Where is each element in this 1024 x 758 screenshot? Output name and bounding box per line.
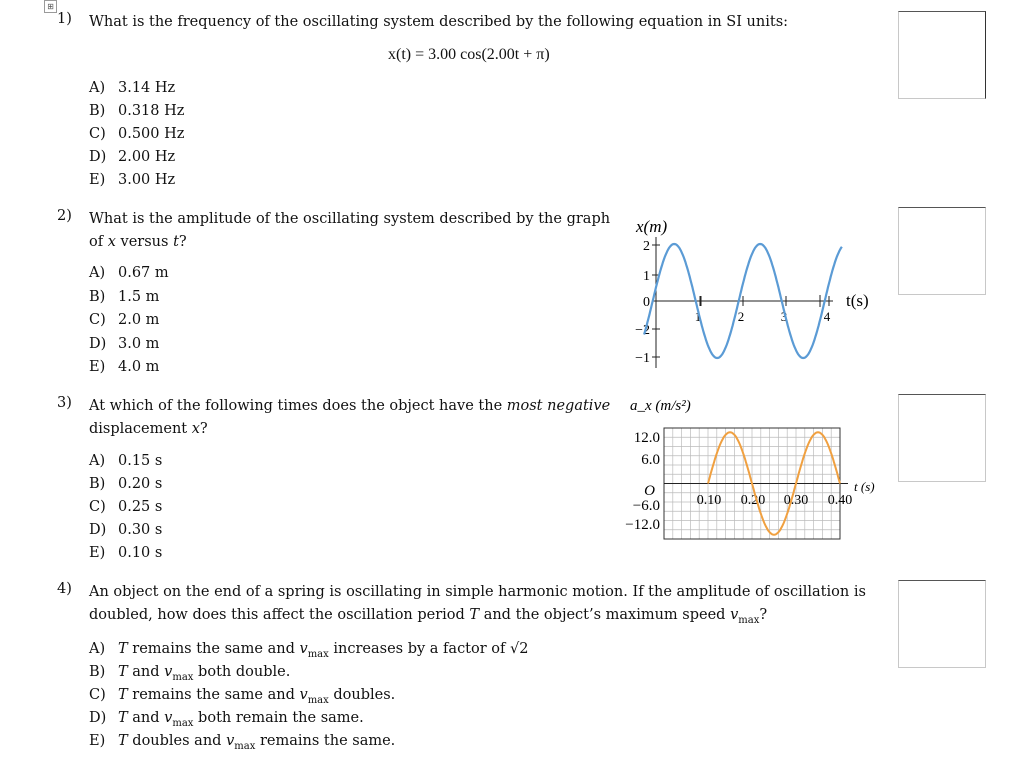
chart2-y-tick-label: 6.0 [641,452,660,468]
question-2-text-line1: What is the amplitude of the oscillating system described by the graph [89,211,611,227]
choice-text: 0.25 s [118,499,163,515]
chart-x-vs-t [600,205,900,375]
chart2-x-tick-label: 0.10 [696,493,722,508]
chart1-y-tick-label: 0 [643,295,650,310]
choice-text: 3.0 m [118,335,160,352]
q3-text-post: ? [199,421,208,437]
q3-text-line2: displacement [89,421,192,437]
q4-text-mid: and the object’s maximum speed [479,607,731,623]
answer-box-1[interactable] [898,11,986,99]
choice-letter: A) [89,453,106,469]
choice-text-part: doubles and [127,733,227,749]
q4-choice-a[interactable] [89,638,528,661]
chart2-x-tick-label: 0.30 [783,493,809,508]
q4-text-pre: doubled, how does this affect the oscillation period [89,607,470,623]
choice-text-part: T [118,687,128,703]
choice-letter: D) [89,149,107,165]
chart1-x-tick-label: 3 [780,309,788,324]
answer-box-4[interactable] [898,580,986,668]
chart1-x-tick-label: 1 [694,309,702,324]
choice-text-part: v [299,687,308,703]
q4-choice-d[interactable] [89,707,364,730]
q2-choice-a[interactable] [89,262,169,285]
chart2-xlabel: t (s) [854,479,875,494]
chart1-y-tick-label: 2 [643,239,650,254]
q2-choice-b[interactable] [89,286,159,309]
choice-text: 0.500 Hz [118,126,185,142]
choice-text-part: increases by a factor of √2 [328,641,529,657]
q1-choice-d[interactable] [89,146,175,169]
q3-choice-e[interactable] [89,542,162,565]
table-move-handle-icon[interactable]: ⊞ [44,0,57,13]
choice-text-part: T [118,733,128,749]
q2-text-pre: of [89,234,108,250]
q3-var-x: x [191,421,200,437]
q3-choice-c[interactable] [89,496,162,519]
q1-choice-e[interactable] [89,169,175,192]
choice-text-part: max [307,648,329,660]
question-4-number: 4) [57,581,72,597]
choice-letter: A) [89,80,106,96]
choice-text: 0.10 s [118,545,163,561]
question-2-text [89,208,610,254]
question-1-text: What is the frequency of the oscillating system described by the following equation in SI units: [89,14,789,30]
q4-text-line1: An object on the end of a spring is oscillating in simple harmonic motion. If the amplitude of oscillation is [89,584,866,600]
choice-text-part: T [118,641,128,657]
question-1-equation: x(t) = 3.00 cos(2.00t + π) [388,46,550,63]
choice-text: 2.0 m [118,312,160,328]
choice-text-part: both double. [193,664,291,680]
choice-letter: A) [89,641,106,657]
chart2-y-tick-label: −6.0 [632,498,660,514]
choice-letter: D) [89,335,107,352]
q1-choice-b[interactable] [89,100,184,123]
choice-letter: C) [89,126,106,142]
choice-letter: E) [89,172,106,188]
choice-letter: A) [89,265,106,281]
question-2-number: 2) [57,208,72,224]
choice-text: 0.30 s [118,522,163,538]
choice-text-part: and [127,710,165,726]
choice-text-part: T [118,664,128,680]
question-1-number: 1) [57,11,72,27]
choice-letter: E) [89,359,106,375]
q2-text-post: ? [178,234,187,250]
q4-var-T: T [469,607,480,623]
q1-choice-c[interactable] [89,123,184,146]
answer-box-2[interactable] [898,207,986,295]
choice-text-part: and [127,664,165,680]
q3-choice-b[interactable] [89,473,162,496]
choice-letter: E) [89,545,106,561]
choice-letter: B) [89,476,106,492]
chart-ax-vs-t [600,392,890,552]
chart1-y-tick-label: −1 [635,351,650,366]
q2-choice-c[interactable] [89,309,159,332]
q4-choice-c[interactable] [89,684,395,707]
q2-var-x: x [107,234,116,250]
choice-text-part: v [164,710,173,726]
choice-text-part: v [299,641,308,657]
choice-letter: D) [89,522,107,538]
choice-text-part: max [172,671,194,683]
q1-choice-a[interactable] [89,77,175,100]
choice-text-part: remains the same and [127,687,300,703]
q4-choice-b[interactable] [89,661,290,684]
answer-box-3[interactable] [898,394,986,482]
choice-letter: B) [89,288,106,305]
chart2-y-tick-label: −12.0 [625,517,660,533]
choice-letter: D) [89,710,107,726]
q4-text-post: ? [759,607,768,623]
choice-text: 0.15 s [118,453,163,469]
q3-choice-d[interactable] [89,519,162,542]
chart2-y-tick-label: O [644,483,655,499]
choice-text: 4.0 m [118,359,160,375]
choice-text-part: both remain the same. [193,710,364,726]
choice-text-part: max [172,717,194,729]
chart2-x-tick-label: 0.40 [827,493,853,508]
chart2-x-tick-label: 0.20 [740,493,766,508]
q4-var-v-sub: max [738,614,760,626]
chart1-x-tick-label: 2 [737,309,745,324]
choice-text-part: v [164,664,173,680]
choice-letter: B) [89,103,106,119]
question-4-text [89,581,866,632]
chart2-ylabel: a_x (m/s²) [630,398,691,414]
choice-letter: C) [89,499,106,515]
choice-text-part: T [118,710,128,726]
q3-text-pre: At which of the following times does the object have the [89,398,507,414]
choice-letter: C) [89,312,106,328]
chart1-x-tick-label: 4 [823,309,831,324]
choice-text: 0.20 s [118,476,163,492]
question-3-text [89,395,610,441]
q2-var-t: t [173,234,179,250]
choice-letter: B) [89,664,106,680]
choice-text-part: remains the same and [127,641,300,657]
choice-text: 1.5 m [118,288,160,305]
choice-text-part: max [307,694,329,706]
choice-letter: E) [89,733,106,749]
chart2-y-tick-label: 12.0 [633,430,660,446]
q3-choice-a[interactable] [89,450,162,473]
q3-text-emphasis: most negative [506,398,611,414]
choice-text: 0.318 Hz [118,103,185,119]
q2-choice-d[interactable] [89,333,159,356]
choice-text: 3.00 Hz [118,172,176,188]
chart1-ylabel: x(m) [636,217,668,236]
q4-choice-e[interactable] [89,730,395,753]
chart1-xlabel: t(s) [846,291,869,310]
choice-letter: C) [89,687,106,703]
q4-var-v: v [730,607,739,623]
choice-text: 2.00 Hz [118,149,176,165]
choice-text-part: v [226,733,235,749]
choice-text-part: doubles. [328,687,396,703]
question-3-number: 3) [57,395,72,411]
choice-text: 3.14 Hz [118,80,176,96]
q2-text-mid: versus [115,234,174,250]
choice-text-part: remains the same. [255,733,396,749]
chart1-y-tick-label: −2 [635,323,650,338]
q2-choice-e[interactable] [89,356,159,379]
choice-text: 0.67 m [118,265,169,281]
choice-text-part: max [234,740,256,752]
chart1-y-tick-label: 1 [643,269,650,284]
